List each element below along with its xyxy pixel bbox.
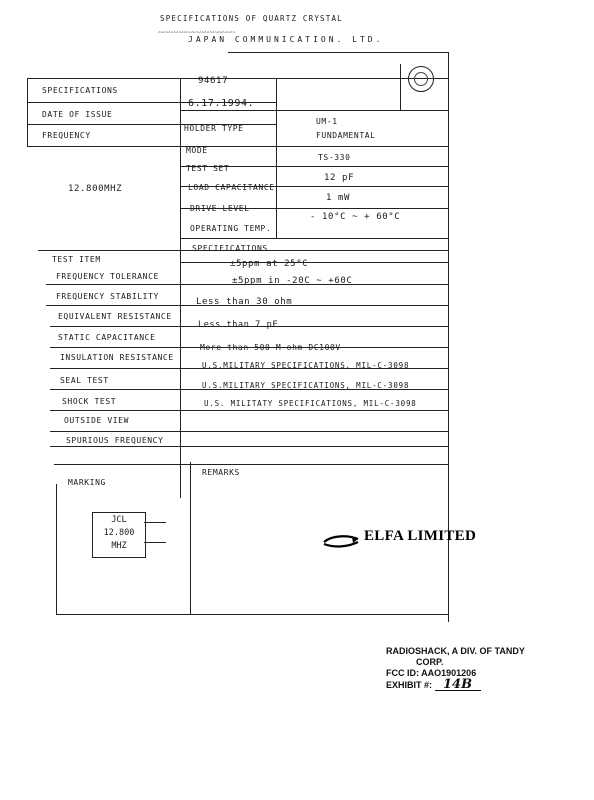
test-item-label: STATIC CAPACITANCE: [58, 333, 156, 342]
remarks-label: REMARKS: [202, 468, 240, 477]
drive-level-label: DRIVE LEVEL: [190, 204, 250, 213]
document-title: SPECIFICATIONS OF QUARTZ CRYSTAL: [160, 14, 343, 23]
test-item-header: TEST ITEM: [52, 255, 101, 264]
test-item-value: U.S.MILITARY SPECIFICATIONS, MIL-C-3098: [202, 381, 410, 390]
row-divider: [180, 238, 449, 239]
marking-line: MHZ: [111, 541, 127, 551]
test-item-label: FREQUENCY TOLERANCE: [56, 272, 159, 281]
load-capacitance-value: 12 pF: [324, 173, 355, 183]
test-item-label: SHOCK TEST: [62, 397, 117, 406]
test-item-value: ±5ppm in -20C ~ +60C: [232, 276, 353, 286]
row-divider: [180, 110, 449, 111]
crystal-lead-upper: [144, 522, 166, 523]
crystal-marking-box: [92, 512, 146, 558]
crystal-lead-lower: [144, 542, 166, 543]
exhibit-number-label: EXHIBIT #:: [386, 680, 433, 690]
exhibit-stamp: [386, 646, 525, 691]
marking-line: 12.800: [103, 528, 135, 538]
header-box-top: [228, 52, 449, 53]
row-divider: [54, 464, 449, 465]
row-divider: [50, 431, 449, 432]
marking-left-border: [56, 484, 57, 614]
test-item-label: OUTSIDE VIEW: [64, 416, 129, 425]
test-item-value: U.S.MILITARY SPECIFICATIONS, MIL-C-3098: [202, 361, 410, 370]
exhibit-line: RADIOSHACK, A DIV. OF TANDY: [386, 646, 525, 656]
logo-box-divider: [400, 64, 401, 110]
operating-temp-label: OPERATING TEMP.: [190, 224, 272, 233]
exhibit-line: CORP.: [416, 657, 444, 667]
test-item-label: FREQUENCY STABILITY: [56, 292, 159, 301]
test-set-label: TEST SET: [186, 164, 230, 173]
specifications-label: SPECIFICATIONS: [42, 86, 118, 95]
test-item-label: EQUIVALENT RESISTANCE: [58, 312, 172, 321]
operating-temp-value: - 10°C ~ + 60°C: [310, 212, 401, 222]
test-item-value: More than 500 M ohm DC100V: [200, 343, 341, 352]
marking-label: MARKING: [68, 478, 106, 487]
test-item-value: Less than 30 ohm: [196, 297, 293, 307]
holder-type-value: UM-1: [316, 117, 338, 126]
frequency-label: FREQUENCY: [42, 131, 91, 140]
table-left-border-upper: [27, 78, 28, 146]
mode-label: MODE: [186, 146, 208, 155]
table-top-border: [27, 78, 449, 79]
holder-type-label: HOLDER TYPE: [184, 124, 244, 133]
marking-line: JCL: [111, 515, 127, 525]
drive-level-value: 1 mW: [326, 193, 351, 203]
test-item-value: ±5ppm at 25°C: [230, 259, 309, 269]
row-divider: [50, 410, 449, 411]
table-bottom-border: [56, 614, 449, 615]
date-label: DATE OF ISSUE: [42, 110, 113, 119]
load-capacitance-label: LOAD CAPACITANCE: [188, 183, 275, 192]
specifications-value: 94617: [198, 76, 229, 86]
company-logo-icon: [408, 66, 434, 92]
test-item-label: INSULATION RESISTANCE: [60, 353, 174, 362]
test-set-value: TS-330: [318, 153, 351, 162]
row-divider: [50, 446, 449, 447]
exhibit-line: FCC ID: AAO1901206: [386, 668, 477, 678]
elfa-logo-text: ELFA LIMITED: [364, 528, 477, 544]
row-divider: [180, 262, 449, 263]
specifications-header: SPECIFICATIONS: [192, 244, 268, 253]
exhibit-number-value: 14B: [435, 679, 481, 691]
date-value: 6.17.1994.: [188, 98, 255, 109]
mode-value: FUNDAMENTAL: [316, 131, 376, 140]
row-divider: [27, 146, 449, 147]
test-item-label: SPURIOUS FREQUENCY: [66, 436, 164, 445]
title-underline: ‸‸‸‸‸‸‸‸‸‸‸‸‸‸‸‸‸‸‸‸‸‸‸‸‸‸‸‸‸‸: [158, 25, 236, 33]
frequency-value: 12.800MHZ: [68, 184, 123, 194]
exhibit-number-row: [386, 679, 525, 691]
label-column-divider: [180, 78, 181, 498]
test-item-value: Less than 7 pF: [198, 320, 279, 330]
test-item-value: U.S. MILITATY SPECIFICATIONS, MIL-C-3098: [204, 399, 417, 408]
test-item-label: SEAL TEST: [60, 376, 109, 385]
remarks-column-divider: [190, 462, 191, 614]
company-name: JAPAN COMMUNICATION. LTD.: [188, 35, 384, 44]
elfa-logo-icon: [322, 533, 360, 553]
